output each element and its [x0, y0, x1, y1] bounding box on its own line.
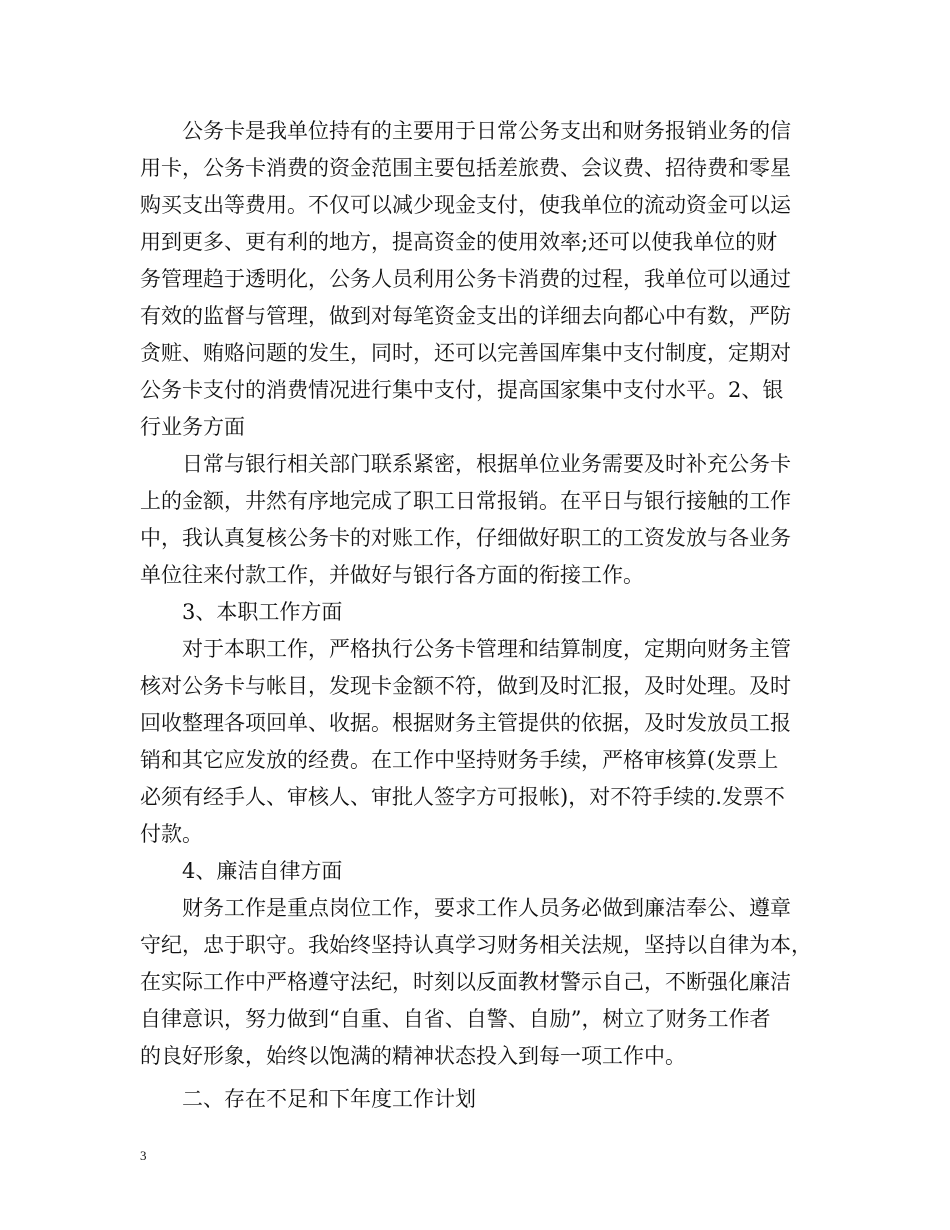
paragraph-line: 用卡，公务卡消费的资金范围主要包括差旅费、会议费、招待费和零星: [140, 156, 791, 180]
paragraph-line: 购买支出等费用。不仅可以减少现金支付，使我单位的流动资金可以运: [140, 193, 791, 217]
paragraph-line: 自律意识，努力做到“自重、自省、自警、自励”，树立了财务工作者: [140, 1007, 771, 1031]
section-heading: 4、廉洁自律方面: [182, 859, 343, 883]
body-text: [140, 113, 818, 1118]
paragraph-line: 贪赃、贿赂问题的发生，同时，还可以完善国库集中支付制度，定期对: [140, 341, 791, 365]
paragraph-line: 付款。: [140, 822, 203, 846]
paragraph-line: 公务卡支付的消费情况进行集中支付，提高国家集中支付水平。2、银: [140, 378, 784, 402]
paragraph-line: 有效的监督与管理，做到对每笔资金支出的详细去向都心中有数，严防: [140, 304, 791, 328]
section-heading: 二、存在不足和下年度工作计划: [182, 1087, 476, 1111]
paragraph-line: 务管理趋于透明化，公务人员利用公务卡消费的过程，我单位可以通过: [140, 267, 791, 291]
section-heading: 3、本职工作方面: [182, 600, 343, 624]
paragraph-line: 销和其它应发放的经费。在工作中坚持财务手续，严格审核算(发票上: [140, 748, 779, 772]
page-number: 3: [140, 1148, 147, 1163]
paragraph-line: 用到更多、更有利的地方，提高资金的使用效率;还可以使我单位的财: [140, 230, 778, 254]
paragraph-line: 的良好形象，始终以饱满的精神状态投入到每一项工作中。: [140, 1044, 686, 1068]
paragraph-line: 必须有经手人、审核人、审批人签字方可报帐)，对不符手续的.发票不: [140, 785, 785, 809]
paragraph-line: 日常与银行相关部门联系紧密，根据单位业务需要及时补充公务卡: [182, 452, 791, 476]
paragraph-line: 公务卡是我单位持有的主要用于日常公务支出和财务报销业务的信: [182, 119, 791, 143]
paragraph-line: 单位往来付款工作，并做好与银行各方面的衔接工作。: [140, 563, 644, 587]
paragraph-line: 对于本职工作，严格执行公务卡管理和结算制度，定期向财务主管: [182, 637, 791, 661]
paragraph-line: 行业务方面: [140, 415, 245, 439]
paragraph-line: 中，我认真复核公务卡的对账工作，仔细做好职工的工资发放与各业务: [140, 526, 791, 550]
paragraph-line: 财务工作是重点岗位工作，要求工作人员务必做到廉洁奉公、遵章: [182, 896, 791, 920]
paragraph-line: 回收整理各项回单、收据。根据财务主管提供的依据，及时发放员工报: [140, 711, 791, 735]
paragraph-line: 在实际工作中严格遵守法纪，时刻以反面教材警示自己，不断强化廉洁: [140, 970, 791, 994]
paragraph-line: 上的金额，井然有序地完成了职工日常报销。在平日与银行接触的工作: [140, 489, 791, 513]
paragraph-line: 守纪，忠于职守。我始终坚持认真学习财务相关法规，坚持以自律为本，: [140, 933, 812, 957]
paragraph-line: 核对公务卡与帐目，发现卡金额不符，做到及时汇报，及时处理。及时: [140, 674, 791, 698]
